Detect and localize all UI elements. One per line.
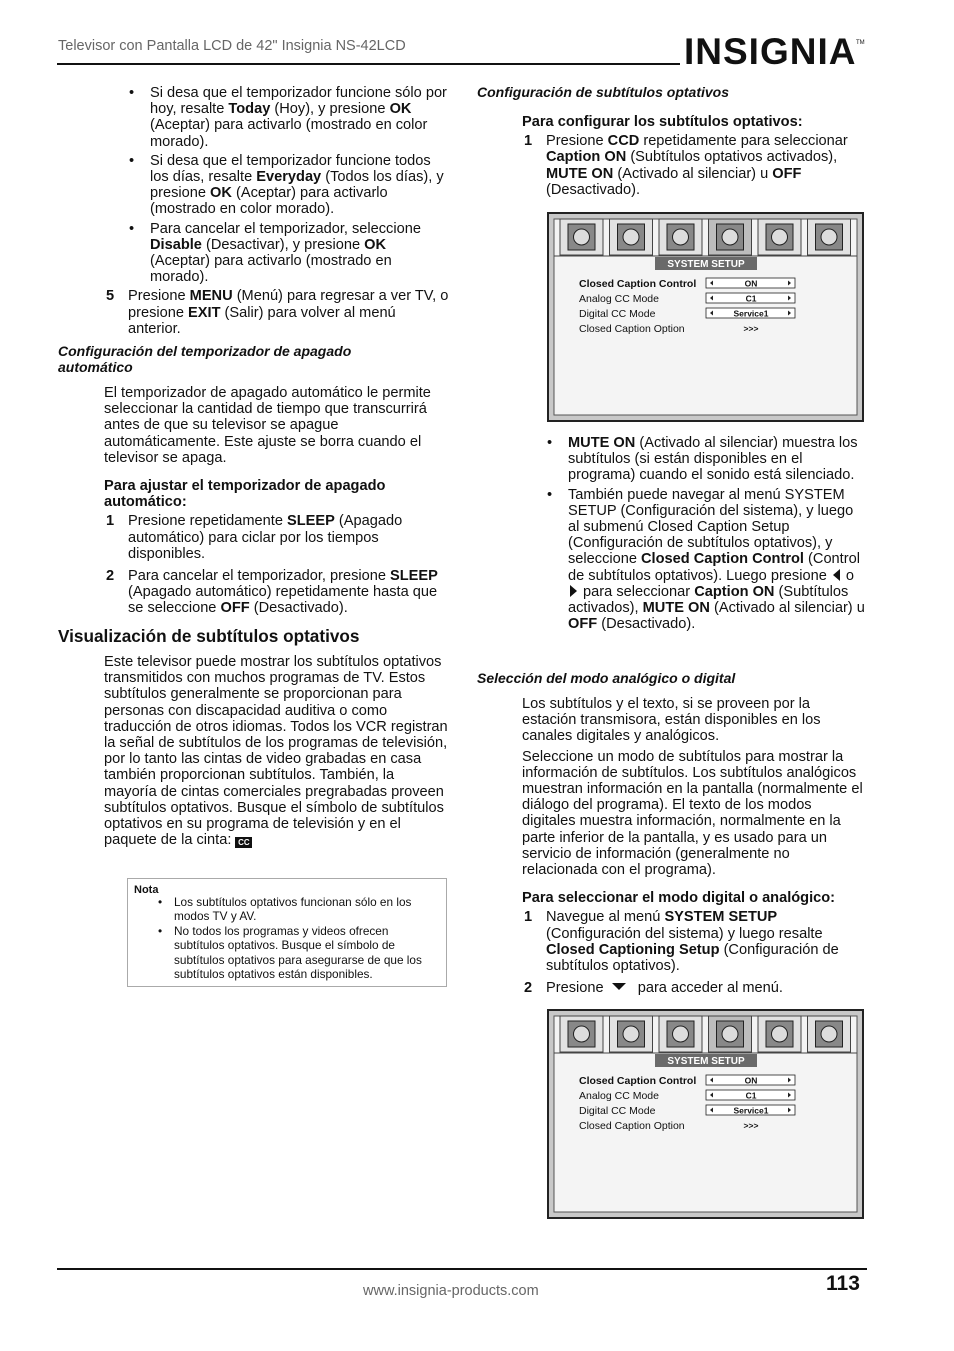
cc-paragraph-text: Este televisor puede mostrar los subtítulos optativos transmitidos con muchos programas de TV. Estos subtítulos generalmente se proporcionan para personas con discapacidad auditiva o como traducción de otros idiomas. Todos los VCR registran la señal de subtítulos de los programas de televisión, por lo tanto las cintas de video grabadas en casa también proporcionan subtítulos. También, la mayoría de cintas comerciales pregrabadas proveen subtítulos optativos. Busque el símbolo de subtítulos optativos en su programa de televisión y en el paquete de la cinta: — [104, 654, 448, 849]
picture-icon — [560, 1016, 603, 1052]
running-header: Televisor con Pantalla LCD de 42" Insignia NS-42LCD — [58, 38, 406, 54]
picture-icon — [560, 219, 603, 255]
channel-list-icon — [758, 1016, 801, 1052]
bold-term: OK — [389, 101, 412, 118]
mode-subheading: Para seleccionar el modo digital o analógico: — [522, 890, 836, 907]
left-bullets — [104, 85, 449, 343]
menu-row-label: Digital CC Mode — [579, 1105, 656, 1117]
bold-term: MENU — [189, 288, 233, 305]
bold-term: MUTE ON — [642, 600, 710, 617]
note-item: • No todos los programas y videos ofrecen subtítulos optativos. Busque el símbolo de subtítulos optativos para asegurarse de que los subtítulos optativos están disponibles. — [158, 923, 422, 982]
bullet-icon: • — [129, 220, 135, 237]
header-rule — [57, 63, 680, 65]
bold-term: OFF — [220, 600, 250, 617]
cc-setup-section — [522, 114, 867, 204]
step-number: 2 — [524, 980, 533, 997]
cc-setup-heading: Configuración de subtítulos optativos — [477, 84, 729, 100]
mode-heading: Selección del modo analógico o digital — [477, 670, 736, 686]
sleep-section — [104, 385, 449, 623]
step-number: 1 — [106, 513, 115, 530]
timer-bullet: • Si desa que el temporizador funcione sólo por hoy, resalte Today (Hoy), y presione OK (Aceptar) para activarlo (mostrado en color morado). — [129, 85, 447, 150]
cc-symbol-icon: CC — [235, 837, 252, 848]
menu-row-value: Service1 — [733, 1105, 769, 1116]
bold-term: EXIT — [188, 304, 221, 321]
audio-icon — [659, 1016, 702, 1052]
bullet-icon: • — [158, 923, 163, 938]
step-number: 2 — [106, 568, 115, 585]
menu-row-label: Analog CC Mode — [579, 293, 659, 305]
mode-section — [522, 696, 867, 1002]
step-5: 5 Presione MENU (Menú) para regresar a ver TV, o presione EXIT (Salir) para volver al menú anterior. — [106, 288, 449, 337]
menu-row-value: >>> — [743, 1120, 759, 1131]
setup-icon — [709, 1016, 752, 1052]
menu-row-value: ON — [744, 1075, 758, 1086]
bullet-icon: • — [547, 486, 553, 503]
bold-term: Everyday — [256, 169, 322, 186]
menu-row-label: Digital CC Mode — [579, 308, 656, 320]
footer-url: www.insignia-products.com — [363, 1283, 539, 1299]
page-number: 113 — [826, 1272, 860, 1295]
right-arrow-icon — [570, 585, 577, 597]
step-number: 5 — [106, 288, 115, 305]
bold-term: CCD — [607, 133, 640, 150]
cc-setup-bullet-list — [522, 435, 867, 632]
cc-setup-step-1: 1 Presione CCD repetidamente para seleccionar Caption ON (Subtítulos optativos activados), MUTE ON (Activado al silenciar) u OFF (Desactivado). — [524, 133, 848, 198]
sleep-steps — [104, 513, 449, 616]
bullet-icon: • — [547, 435, 553, 451]
mode-step: 2 Presione para acceder al menú. — [524, 980, 783, 997]
step-number: 1 — [524, 133, 533, 150]
parental-icon — [808, 1016, 851, 1052]
bold-term: Closed Caption Control — [641, 551, 804, 568]
cc-setup-bullet: • También puede navegar al menú SYSTEM SETUP (Configuración del sistema), y luego al submenú Closed Caption Setup (Configuración de subtítulos optativos), y seleccione Closed Caption Control (Control de subtítulos optativos). Luego presione o para seleccionar Caption ON (Subtítulos activados), MUTE ON (Activado al silenciar) u OFF (Desactivado). — [547, 486, 865, 633]
bullet-icon: • — [129, 152, 135, 169]
logo-text: INSIGNIA — [684, 31, 857, 72]
bold-term: SLEEP — [287, 513, 335, 530]
bold-term: Today — [228, 101, 271, 118]
bold-term: Caption ON — [546, 149, 627, 166]
down-arrow-icon — [612, 983, 626, 990]
bullet-icon: • — [158, 895, 163, 909]
cc-section — [104, 654, 449, 848]
bold-term: OFF — [772, 165, 802, 182]
cc-paragraph — [104, 654, 449, 848]
cc-setup-bullet: • MUTE ON (Activado al silenciar) muestra los subtítulos (si están disponibles en el programa) cuando el sonido está silenciado. — [547, 435, 858, 484]
sleep-subheading: Para ajustar el temporizador de apagado automático: — [104, 478, 386, 511]
menu-row-value: C1 — [745, 1090, 757, 1101]
bold-term: OFF — [568, 616, 598, 633]
osd-menu — [547, 212, 864, 422]
note-title: Nota — [134, 884, 159, 896]
menu-row-value: C1 — [745, 293, 757, 304]
bold-term: OK — [210, 185, 232, 202]
mode-paragraph-2: Seleccione un modo de subtítulos para mostrar la información de subtítulos. Los subtítulos analógicos muestran información en la pantalla (normalmente el diálogo del programa). El texto de los modos digitales muestra información, normalmente en la parte inferior de la pantalla, y es usado para un servicio de información (generalmente no relacionada con el programa). — [522, 748, 863, 879]
menu-row-label: Closed Caption Control — [579, 278, 697, 290]
sleep-step: 2 Para cancelar el temporizador, presione SLEEP (Apagado automático) repetidamente hasta que se seleccione OFF (Desactivado). — [106, 568, 438, 617]
left-arrow-icon — [833, 569, 840, 581]
mode-paragraph-1: Los subtítulos y el texto, si se proveen por la estación transmisora, están disponibles en los canales digitales y analógicos. — [522, 696, 821, 745]
menu-row-label: Closed Caption Option — [579, 323, 685, 335]
channel-icon — [610, 219, 653, 255]
step-number: 1 — [524, 909, 533, 926]
bold-term: Caption ON — [694, 583, 775, 600]
bold-term: OK — [364, 236, 387, 253]
channel-list-icon — [758, 219, 801, 255]
menu-title: SYSTEM SETUP — [667, 259, 745, 270]
menu-row-value: Service1 — [733, 308, 769, 319]
menu-row-value: ON — [744, 278, 758, 289]
logo-tm: TM — [856, 40, 865, 46]
mode-step: 1 Navegue al menú SYSTEM SETUP (Configuración del sistema) y luego resalte Closed Captioning Setup (Configuración de subtítulos optativos). — [524, 909, 839, 975]
footer-rule — [57, 1268, 867, 1270]
bullet-icon: • — [129, 85, 135, 101]
sleep-heading: Configuración del temporizador de apagado automático — [58, 343, 352, 375]
mode-steps — [522, 909, 867, 996]
sleep-step: 1 Presione repetidamente SLEEP (Apagado automático) para ciclar por los tiempos disponibles. — [106, 513, 403, 562]
bold-term: Disable — [150, 236, 202, 253]
menu-row-label: Closed Caption Control — [579, 1075, 697, 1087]
menu-row-label: Closed Caption Option — [579, 1120, 685, 1132]
audio-icon — [659, 219, 702, 255]
menu-row-label: Analog CC Mode — [579, 1090, 659, 1102]
bold-term: Closed Captioning Setup — [546, 941, 720, 958]
menu-title: SYSTEM SETUP — [667, 1056, 745, 1067]
sleep-paragraph: El temporizador de apagado automático le permite seleccionar la cantidad de tiempo que transcurrirá antes de que su televisor se apague automáticamente. Este ajuste se borra cuando el televisor se apaga. — [104, 385, 431, 466]
cc-setup-bullets — [522, 435, 867, 635]
osd-menu — [547, 1009, 864, 1219]
timer-bullet: • Para cancelar el temporizador, seleccione Disable (Desactivar), y presione OK (Aceptar) para activarlo (mostrado en morado). — [129, 220, 421, 286]
timer-bullet: • Si desa que el temporizador funcione todos los días, resalte Everyday (Todos los días), y presione OK (Aceptar) para activarlo (mostrado en color morado). — [129, 152, 444, 218]
note-box — [127, 878, 447, 987]
note-list — [156, 895, 441, 981]
cc-setup-subheading: Para configurar los subtítulos optativos: — [522, 114, 803, 130]
setup-icon — [709, 219, 752, 255]
parental-icon — [808, 219, 851, 255]
note-item: • Los subtítulos optativos funcionan sólo en los modos TV y AV. — [158, 895, 412, 924]
bold-term: SLEEP — [390, 568, 438, 585]
timer-bullet-list — [104, 85, 449, 285]
menu-row-value: >>> — [743, 323, 759, 334]
system-setup-menu-2 — [547, 1009, 864, 1219]
insignia-logo — [684, 26, 866, 74]
bold-term: MUTE ON — [568, 435, 636, 451]
channel-icon — [610, 1016, 653, 1052]
system-setup-menu-1 — [547, 212, 864, 422]
cc-heading: Visualización de subtítulos optativos — [58, 626, 360, 646]
bold-term: SYSTEM SETUP — [664, 909, 778, 926]
bold-term: MUTE ON — [546, 165, 614, 182]
